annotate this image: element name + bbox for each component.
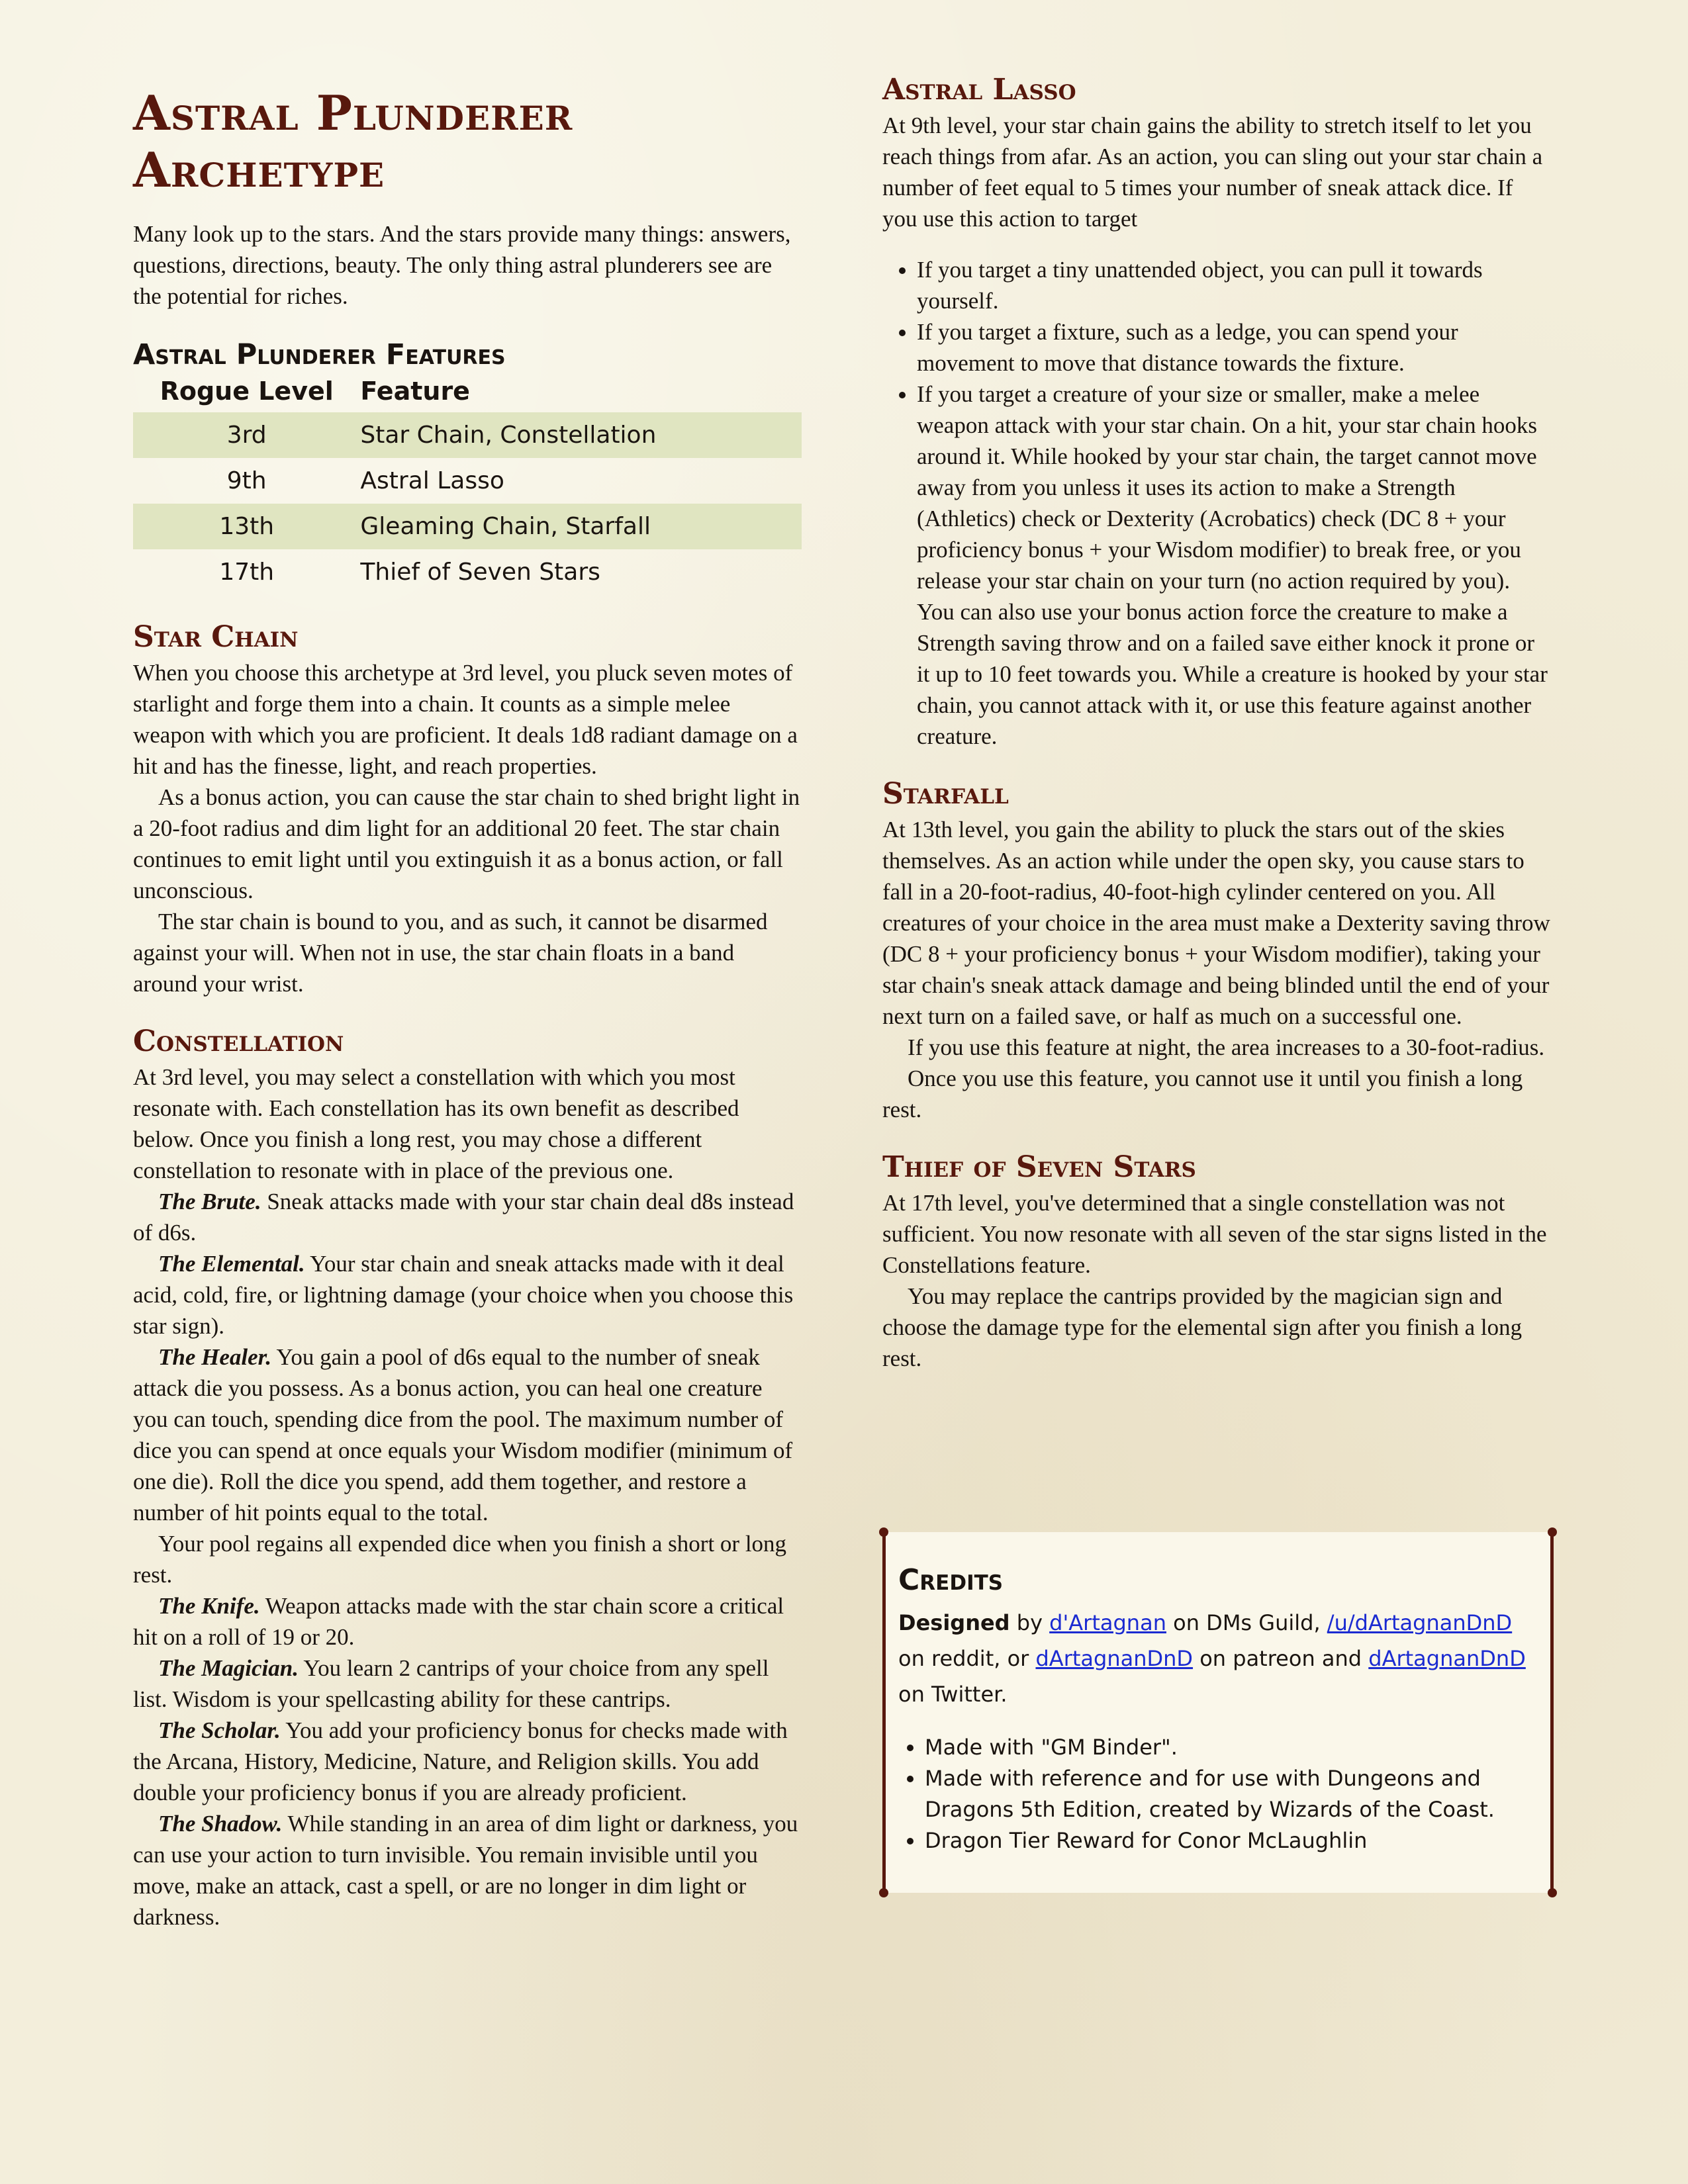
credits-text: on reddit, or <box>898 1646 1036 1671</box>
table-cell-feature: Thief of Seven Stars <box>360 559 600 586</box>
constellation-intro: At 3rd level, you may select a constellation with which you most resonate with. Each constellation has its own benefit as described below. Once you finish a long rest, you may chose a different constellation to resonate with in place of the previous one. <box>133 1064 739 1183</box>
credits-corner-ornament <box>1548 1527 1557 1537</box>
astral-lasso-heading: Astral Lasso <box>882 73 1076 107</box>
list-item: • If you target a creature of your size or smaller, make a melee weapon attack with your star chain. On a hit, your star chain hooks around it. While hooked by your star chain, the target cannot move away from you unless it uses its action to make a Strength (Athletics) check or Dexterity (Acrobatics) check (DC 8 + your proficiency bonus + your Wisdom modifier) to break free, or you release your star chain on your turn (no action required by you). You can also use your bonus action force the creature to make a Strength saving throw and on a failed save either knock it prone or it up to 10 feet towards you. While a creature is hooked by your star chain, you cannot attack with it, or use this feature against another creature. <box>917 379 1551 752</box>
credits-text: on Twitter. <box>898 1682 1008 1707</box>
star-chain-paragraph: When you choose this archetype at 3rd level, you pluck seven motes of starlight and forge them into a chain. It counts as a simple melee weapon with which you are proficient. It deals 1d8 radiant damage on a hit and has the finesse, light, and reach properties. <box>133 660 798 779</box>
star-sign-text: While standing in an area of dim light or darkness, you can use your action to turn invisible. You remain invisible until you move, make an attack, cast a spell, or are no longer in dim light or darkness. <box>133 1811 798 1930</box>
starfall-heading: Starfall <box>882 777 1009 811</box>
star-sign-text: You gain a pool of d6s equal to the number of sneak attack die you possess. As a bonus action, you can heal one creature you can touch, spending dice from the pool. The maximum number of dice you can spend at once equals your Wisdom modifier (minimum of one die). Roll the dice you spend, add them together, and restore a number of hit points equal to the total. <box>133 1344 793 1525</box>
astral-lasso-intro: At 9th level, your star chain gains the ability to stretch itself to let you reach things from afar. As an action, you can sling out your star chain a number of feet equal to 5 times your number of sneak attack dice. If you use this action to target <box>882 113 1543 232</box>
star-sign-entry <box>133 1808 802 1933</box>
features-table-heading: Astral Plunderer Features <box>133 338 506 371</box>
table-row <box>133 412 802 458</box>
column-header-level: Rogue Level <box>160 377 334 406</box>
star-sign-name: The Healer. <box>158 1344 272 1370</box>
table-cell-feature: Star Chain, Constellation <box>360 412 802 458</box>
star-sign-name: The Elemental. <box>158 1251 305 1277</box>
star-sign-name: The Knife. <box>158 1593 260 1619</box>
credits-paragraph <box>898 1605 1536 1712</box>
star-sign-name: The Magician. <box>158 1655 299 1681</box>
table-cell-feature: Astral Lasso <box>360 467 504 494</box>
table-row <box>133 549 802 595</box>
list-item: • Made with reference and for use with Dungeons and Dragons 5th Edition, created by Wizards of the Coast. <box>925 1763 1536 1825</box>
astral-lasso-list <box>882 254 1551 752</box>
credits-list <box>898 1732 1536 1856</box>
table-cell-level: 9th <box>226 467 267 494</box>
table-row <box>133 458 802 504</box>
starfall-paragraph: At 13th level, you gain the ability to pluck the stars out of the skies themselves. As an action while under the open sky, you cause stars to fall in a 20-foot-radius, 40-foot-high cylinder centered on you. All creatures of your choice in the area must make a Dexterity saving throw (DC 8 + your proficiency bonus + your Wisdom modifier), taking your star chain's sneak attack damage and being blinded until the end of your next turn on a failed save, or half as much on a successful one. <box>882 817 1550 1029</box>
star-sign-name: The Shadow. <box>158 1811 283 1837</box>
star-sign-entry <box>133 1248 802 1342</box>
star-chain-paragraph: The star chain is bound to you, and as such, it cannot be disarmed against your will. When not in use, the star chain floats in a band around your wrist. <box>133 909 768 997</box>
list-item: • If you target a tiny unattended object, you can pull it towards yourself. <box>917 254 1551 316</box>
healer-pool-paragraph: Your pool regains all expended dice when you finish a short or long rest. <box>133 1531 787 1588</box>
star-sign-entry <box>133 1186 802 1248</box>
thief-heading: Thief of Seven Stars <box>882 1150 1196 1184</box>
reddit-link[interactable]: /u/dArtagnanDnD <box>1327 1610 1513 1635</box>
left-column <box>133 73 802 1933</box>
star-sign-text: Weapon attacks made with the star chain score a critical hit on a roll of 19 or 20. <box>133 1593 784 1650</box>
twitter-link[interactable]: dArtagnanDnD <box>1368 1646 1526 1671</box>
star-sign-text: You add your proficiency bonus for checks made with the Arcana, History, Medicine, Nature, and Religion skills. You add double your proficiency bonus if you are already proficient. <box>133 1717 788 1805</box>
list-item: • If you target a fixture, such as a ledge, you can spend your movement to move that distance towards the fixture. <box>917 316 1551 379</box>
intro-paragraph: Many look up to the stars. And the stars provide many things: answers, questions, directions, beauty. The only thing astral plunderers see are the potential for riches. <box>133 221 791 309</box>
credits-corner-ornament <box>879 1888 888 1897</box>
table-row <box>133 504 802 549</box>
designed-label: Designed <box>898 1610 1010 1635</box>
star-sign-name: The Scholar. <box>158 1717 281 1743</box>
star-chain-paragraph: As a bonus action, you can cause the star chain to shed bright light in a 20-foot radius and dim light for an additional 20 feet. The star chain continues to emit light until you extinguish it as a bonus action, or fall unconscious. <box>133 784 800 903</box>
credits-corner-ornament <box>879 1527 888 1537</box>
credits-text: on patreon and <box>1193 1646 1369 1671</box>
starfall-paragraph: Once you use this feature, you cannot use it until you finish a long rest. <box>882 1066 1523 1122</box>
credits-border-left <box>882 1532 886 1893</box>
dmsguild-link[interactable]: d'Artagnan <box>1049 1610 1166 1635</box>
constellation-heading: Constellation <box>133 1024 344 1058</box>
credits-heading: Credits <box>898 1563 1004 1597</box>
features-table <box>133 374 802 595</box>
patreon-link[interactable]: dArtagnanDnD <box>1035 1646 1194 1671</box>
thief-paragraph: You may replace the cantrips provided by the magician sign and choose the damage type for the elemental sign after you finish a long rest. <box>882 1283 1523 1371</box>
credits-text: by <box>1009 1610 1050 1635</box>
star-sign-entry <box>133 1653 802 1715</box>
credits-text: on DMs Guild, <box>1166 1610 1327 1635</box>
table-cell-level: 13th <box>133 504 360 549</box>
star-sign-name: The Brute. <box>158 1189 261 1214</box>
credits-corner-ornament <box>1548 1888 1557 1897</box>
star-chain-heading: Star Chain <box>133 620 299 654</box>
credits-box <box>882 1532 1554 1893</box>
star-sign-text: Sneak attacks made with your star chain deal d8s instead of d6s. <box>133 1189 794 1246</box>
table-header-row <box>133 374 802 412</box>
table-cell-level: 17th <box>219 559 275 586</box>
column-header-feature: Feature <box>360 377 470 406</box>
starfall-paragraph: If you use this feature at night, the area increases to a 30-foot-radius. <box>908 1034 1545 1060</box>
table-cell-level: 3rd <box>133 412 360 458</box>
list-item: • Dragon Tier Reward for Conor McLaughlin <box>925 1825 1536 1856</box>
star-sign-entry <box>133 1342 802 1528</box>
right-column <box>882 73 1551 1374</box>
table-cell-feature: Gleaming Chain, Starfall <box>360 504 802 549</box>
list-item: • Made with "GM Binder". <box>925 1732 1536 1763</box>
thief-paragraph: At 17th level, you've determined that a single constellation was not sufficient. You now resonate with all seven of the star signs listed in the Constellations feature. <box>882 1190 1547 1278</box>
page-title: Astral Plunderer Archetype <box>133 85 573 198</box>
star-sign-text: You learn 2 cantrips of your choice from any spell list. Wisdom is your spellcasting ability for these cantrips. <box>133 1655 769 1712</box>
star-sign-entry <box>133 1590 802 1653</box>
star-sign-text: Your star chain and sneak attacks made with it deal acid, cold, fire, or lightning damage (your choice when you choose this star sign). <box>133 1251 794 1339</box>
star-sign-entry <box>133 1715 802 1808</box>
credits-border-right <box>1550 1532 1554 1893</box>
